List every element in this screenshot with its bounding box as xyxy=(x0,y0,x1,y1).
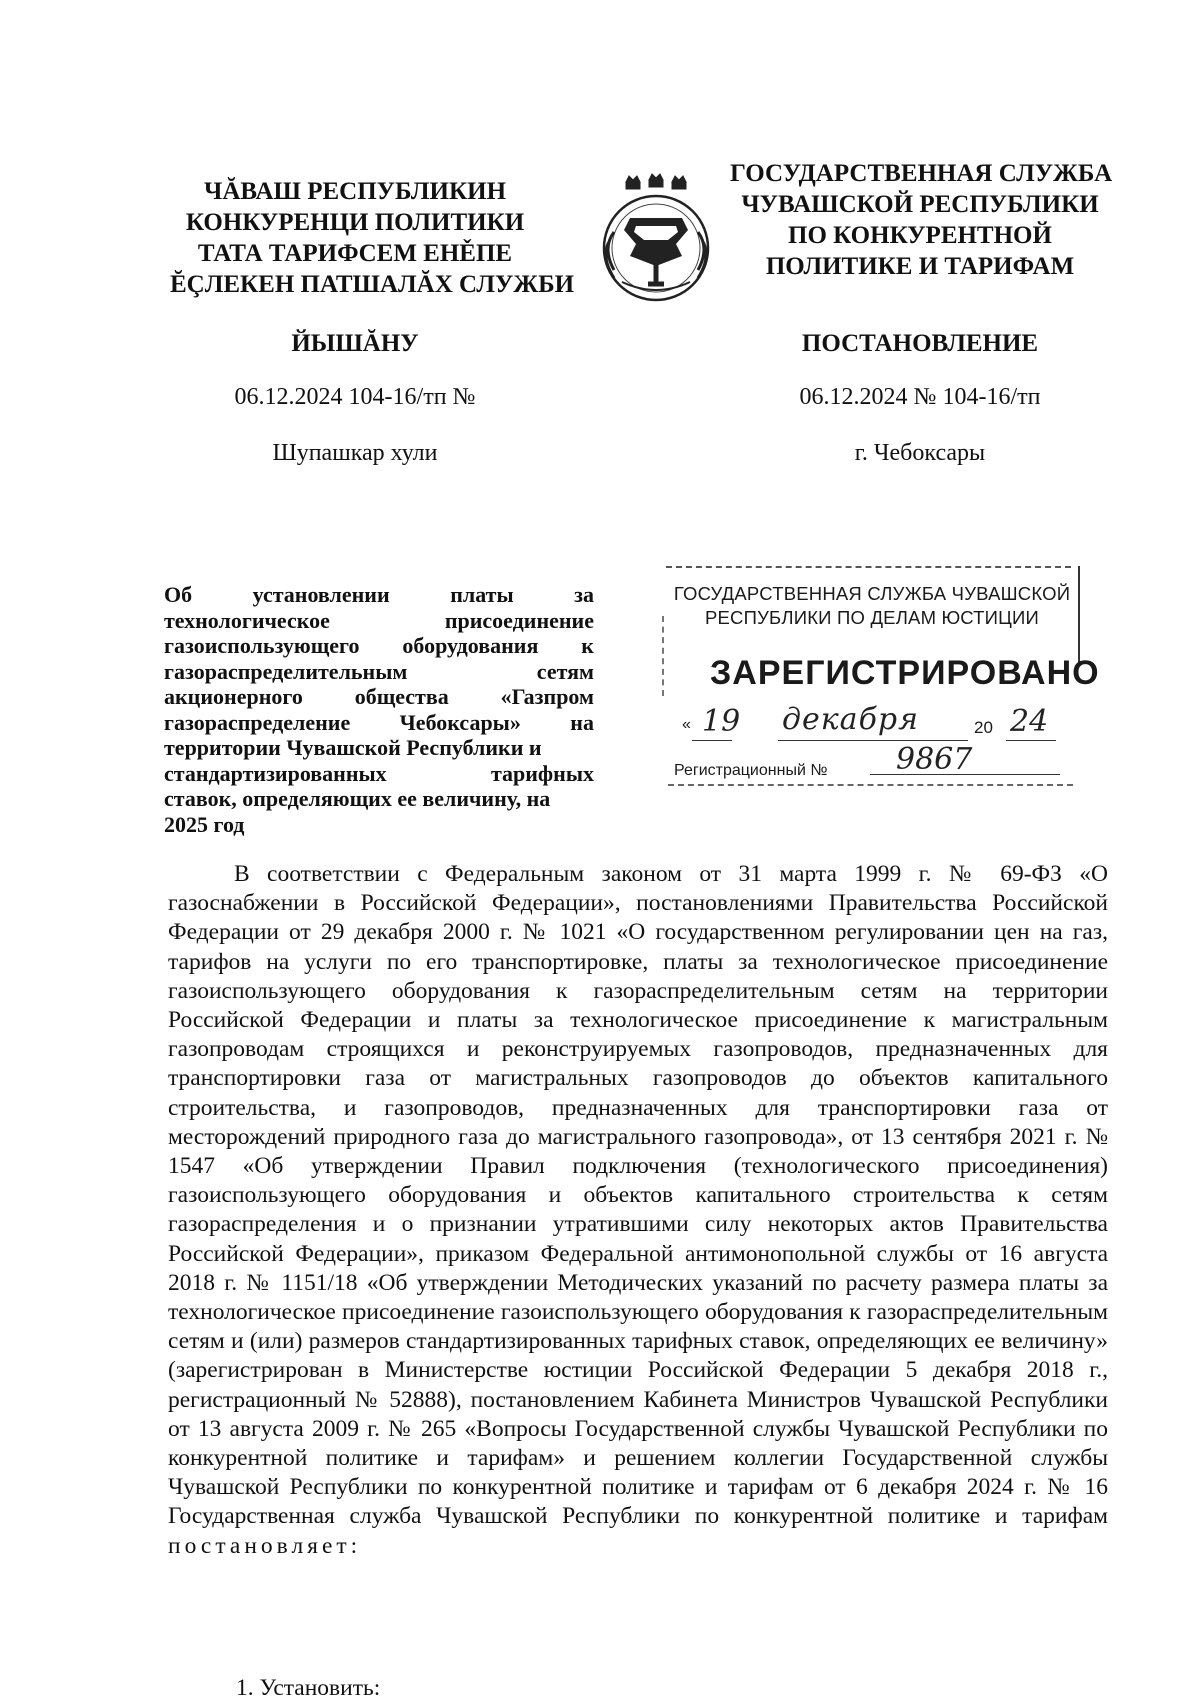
list-item: 1. Установить: xyxy=(236,1675,381,1701)
stamp-underline xyxy=(1006,740,1056,741)
doc-type-right: ПОСТАНОВЛЕНИЕ xyxy=(801,330,1039,357)
city-right: г. Чебоксары xyxy=(854,440,986,466)
subject-word: общества xyxy=(354,684,449,709)
subject-word: тарифных xyxy=(490,760,594,786)
subject-word: установлении xyxy=(252,582,390,607)
header-left-title xyxy=(170,176,575,300)
registration-stamp xyxy=(660,566,1100,792)
subject-word: на xyxy=(570,709,594,735)
subject-line xyxy=(164,812,594,838)
stamp-reg-label: Регистрационный № xyxy=(674,762,828,779)
subject-word: Чебоксары» xyxy=(399,709,521,735)
subject-word: акционерного xyxy=(164,684,303,709)
body-paragraph-tail: постановляет: xyxy=(168,1532,362,1559)
header-right-line: ПО КОНКУРЕНТНОЙ xyxy=(788,222,1052,249)
stamp-border xyxy=(1078,566,1080,666)
header-right-line: ПОЛИТИКЕ И ТАРИФАМ xyxy=(765,253,1075,280)
stamp-organization xyxy=(670,582,1074,630)
stamp-day: 19 xyxy=(702,704,741,739)
subject-word: оборудования xyxy=(402,633,539,658)
subject-line xyxy=(164,582,594,608)
stamp-border xyxy=(666,566,1071,568)
stamp-border xyxy=(662,616,664,696)
document-subject xyxy=(164,582,594,837)
subject-word: технологическое xyxy=(164,607,330,633)
subject-line xyxy=(164,710,594,736)
stamp-border xyxy=(668,784,1073,786)
header-left-line: КОНКУРЕНЦИ ПОЛИТИКИ xyxy=(185,209,525,236)
header-right-line: ГОСУДАРСТВЕННАЯ СЛУЖБА xyxy=(730,160,1113,187)
stamp-month: декабря xyxy=(782,702,919,737)
subject-line xyxy=(164,761,594,787)
subject-line xyxy=(164,608,594,634)
doc-type-left: ЙЫШĂНУ xyxy=(291,330,419,357)
body-paragraph-text: В соответствии с Федеральным законом от 31 марта 1999 г. № 69-ФЗ «О газоснабжении в Российской Федерации», постановлениями Правительства Российской Федерации от 29 декабря 2000 г. № 1021 «О государственном регулировании цен на газ, тарифов на услуги по его транспортировке, платы за технологическое присоединение газоиспользующего оборудования к газораспределительным сетям на территории Российской Федерации и платы за технологическое присоединение к магистральным газопроводам строящихся и реконструируемых газопроводов, предназначенных для транспортировки газа от магистральных газопроводов до объектов капитального строительства, и газопроводов, предназначенных для транспортировки газа от месторождений природного газа до магистрального газопровода», от 13 сентября 2021 г. № 1547 «Об утверждении Правил подключения (технологического присоединения) газоиспользующего оборудования и объектов капитального строительства к сетям газораспределения и о признании утратившими силу некоторых актов Правительства Российской Федерации», приказом Федеральной антимонопольной службы от 16 августа 2018 г. № 1151/18 «Об утверждении Методических указаний по расчету размера платы за технологическое присоединение газоиспользующего оборудования к газораспределительным сетям и (или) размеров стандартизированных тарифных ставок, определяющих ее величину» (зарегистрирован в Министерстве юстиции Российской Федерации 5 декабря 2018 г., регистрационный № 52888), постановлением Кабинета Министров Чувашской Республики от 13 августа 2009 г. № 265 «Вопросы Государственной службы Чувашской Республики по конкурентной политике и тарифам» и решением коллегии Государственной службы Чувашской Республики по конкурентной политике и тарифам от 6 декабря 2024 г. № 16 Государственная служба Чувашской Республики по конкурентной политике и тарифам xyxy=(168,861,1108,1530)
stamp-underline xyxy=(692,740,732,741)
subject-word: стандартизированных xyxy=(164,760,387,786)
subject-word: Об xyxy=(164,582,193,607)
header-left-line: ЧĂВАШ РЕСПУБЛИКИН xyxy=(203,178,507,205)
subject-word: газоиспользующего xyxy=(164,633,360,658)
header-right-title xyxy=(730,158,1113,282)
stamp-underline xyxy=(870,774,1060,775)
subject-word: за xyxy=(574,582,594,607)
subject-word: сетям xyxy=(536,658,594,684)
header-right-line: ЧУВАШСКОЙ РЕСПУБЛИКИ xyxy=(741,191,1099,218)
date-number-right: 06.12.2024 № 104-16/тп xyxy=(799,384,1041,410)
subject-word: к xyxy=(581,633,594,658)
city-left: Шупашкар хули xyxy=(272,440,438,466)
stamp-org-line: РЕСПУБЛИКИ ПО ДЕЛАМ ЮСТИЦИИ xyxy=(704,607,1040,628)
subject-word: территории Чувашской Республики и xyxy=(164,735,542,760)
subject-word: 2025 год xyxy=(164,811,245,837)
header-left-line: ТАТА ТАРИФСЕМ ЕНĚПЕ xyxy=(197,240,513,267)
body-text xyxy=(168,860,1108,1561)
subject-line xyxy=(164,633,594,659)
subject-line xyxy=(164,684,594,710)
date-number-left: 06.12.2024 104-16/тп № xyxy=(234,384,476,410)
body-paragraph xyxy=(168,860,1108,1561)
header-left-line: ĔÇЛЕКЕН ПАТШАЛĂХ СЛУЖБИ xyxy=(170,271,575,298)
subject-word: присоединение xyxy=(444,607,594,633)
stamp-underline xyxy=(778,740,968,741)
subject-word: «Газпром xyxy=(500,684,594,709)
stamp-quote: « xyxy=(682,716,691,733)
stamp-registered: ЗАРЕГИСТРИРОВАНО xyxy=(710,654,1100,692)
coat-of-arms-icon xyxy=(592,170,720,310)
stamp-org-line: ГОСУДАРСТВЕННАЯ СЛУЖБА ЧУВАШСКОЙ xyxy=(673,583,1071,604)
stamp-year-suffix: 24 xyxy=(1010,704,1049,739)
subject-word: платы xyxy=(450,582,514,607)
subject-line xyxy=(164,659,594,685)
stamp-year-prefix: 20 xyxy=(974,718,993,737)
stamp-reg-number: 9867 xyxy=(896,742,973,777)
subject-word: газораспределительным xyxy=(164,658,408,684)
subject-line xyxy=(164,786,594,812)
subject-line xyxy=(164,735,594,761)
subject-word: ставок, определяющих ее величину, на xyxy=(164,786,551,811)
subject-word: газораспределение xyxy=(164,709,351,735)
stamp-date xyxy=(682,702,1072,746)
